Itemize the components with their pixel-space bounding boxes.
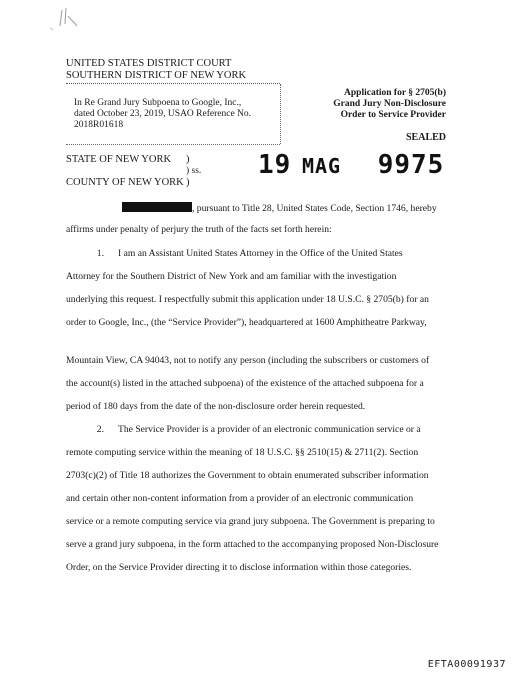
p1-line-1 — [66, 248, 446, 259]
p2-line-7: Order, on the Service Provider directing it to disclose information within those categories. — [66, 562, 412, 573]
stamp-year: 19 — [258, 150, 292, 180]
sealed-label: SEALED — [405, 132, 446, 143]
venue-county: COUNTY OF NEW YORK — [66, 177, 184, 188]
p2-line-1 — [66, 424, 446, 435]
application-title-1: Application for § 2705(b) — [344, 88, 446, 98]
p1-line-4: order to Google, Inc., (the “Service Provider”), headquartered at 1600 Amphitheatre Parkway, — [66, 317, 427, 328]
intro-line-2: affirms under penalty of perjury the truth of the facts set forth herein: — [66, 224, 332, 235]
p2-l1-text: The Service Provider is a provider of an electronic communication service or a — [118, 424, 421, 435]
application-title — [300, 88, 446, 121]
venue-ss: ) ss. — [186, 166, 202, 176]
p1-l1-text: I am an Assistant United States Attorney in the Office of the United States — [118, 248, 403, 259]
p2-line-6: serve a grand jury subpoena, in the form attached to the accompanying proposed Non-Disclosure — [66, 539, 439, 550]
venue-state: STATE OF NEW YORK — [66, 154, 172, 165]
intro-tail: , pursuant to Title 28, United States Code, Section 1746, hereby — [192, 203, 437, 214]
court-district: SOUTHERN DISTRICT OF NEW YORK — [66, 70, 247, 81]
caption-bottom-border — [66, 144, 280, 145]
court-name: UNITED STATES DISTRICT COURT — [66, 58, 232, 69]
bates-number: EFTA00091937 — [427, 659, 506, 670]
venue-paren-top: ) — [186, 154, 190, 165]
caption-border — [280, 84, 281, 144]
p1-line-2: Attorney for the Southern District of New York and am familiar with the investigation — [66, 271, 397, 282]
p2-line-4: and certain other non-content information from a provider of an electronic communication — [66, 493, 414, 504]
p2-line-5: service or a remote computing service via grand jury subpoena. The Government is preparing to — [66, 516, 435, 527]
court-heading — [66, 58, 280, 84]
caption-line-2: dated October 23, 2019, USAO Reference No. — [74, 109, 252, 119]
caption-line-1: In Re Grand Jury Subpoena to Google, Inc., — [74, 98, 242, 108]
intro-line-1 — [122, 202, 502, 214]
p1-line-3: underlying this request. I respectfully submit this application under 18 U.S.C. § 2705(b) for an — [66, 294, 429, 305]
p2-line-3: 2703(c)(2) of Title 18 authorizes the Government to obtain enumerated subscriber information — [66, 470, 429, 481]
p2-number: 2. — [96, 424, 104, 435]
application-title-3: Order to Service Provider — [340, 110, 446, 120]
court-divider — [66, 83, 280, 84]
p1-number: 1. — [96, 248, 104, 259]
application-title-2: Grand Jury Non-Disclosure — [333, 99, 446, 109]
stamp-type: MAG — [301, 154, 342, 178]
p1-line-7: period of 180 days from the date of the non-disclosure order herein requested. — [66, 401, 366, 412]
stamp-number: 9975 — [377, 150, 445, 180]
handwritten-mark-icon — [44, 6, 84, 34]
caption-line-3: 2018R01618 — [74, 120, 124, 130]
docket-stamp — [258, 150, 444, 180]
p1-line-5: Mountain View, CA 94043, not to notify any person (including the subscribers or customers of — [66, 355, 430, 366]
p2-line-2: remote computing service within the meaning of 18 U.S.C. §§ 2510(15) & 2711(2). Section — [66, 447, 419, 458]
case-caption — [74, 98, 274, 131]
redaction-bar — [122, 202, 192, 212]
venue-paren-bottom: ) — [186, 177, 190, 188]
p1-line-6: the account(s) listed in the attached subpoena) of the existence of the attached subpoena for a — [66, 378, 424, 389]
